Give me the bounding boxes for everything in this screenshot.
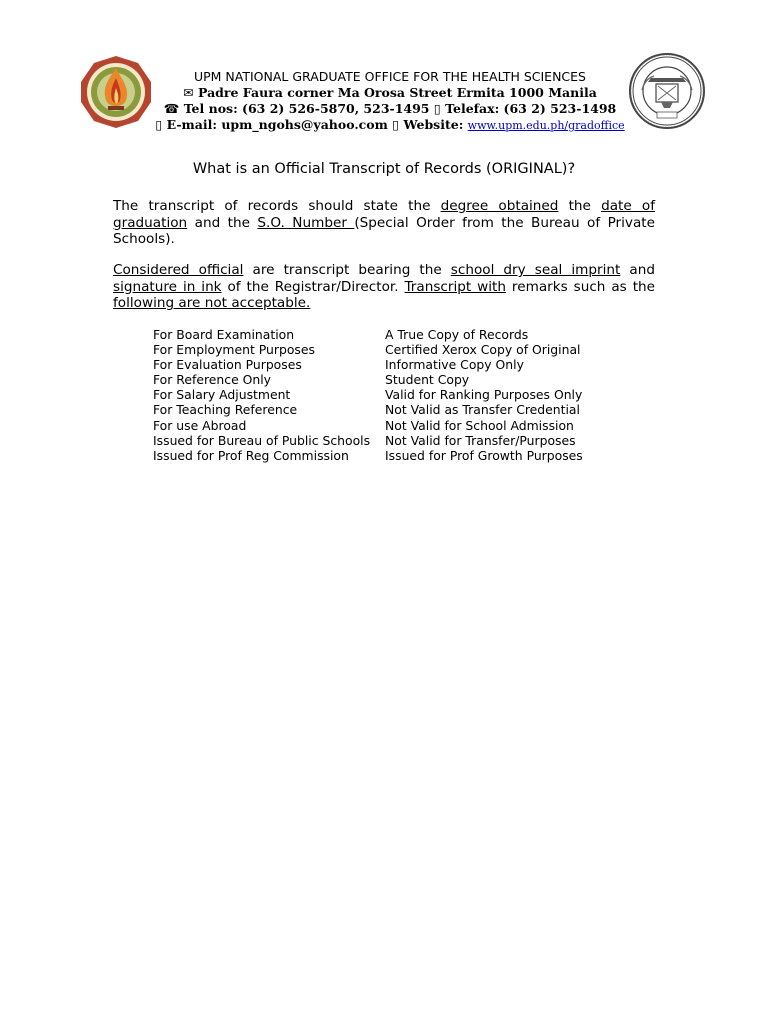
fax-icon: ▯	[433, 101, 441, 116]
telephone-icon: ☎	[163, 101, 180, 116]
website-link[interactable]: www.upm.edu.ph/gradoffice	[467, 119, 625, 132]
remark-right: Not Valid for Transfer/Purposes	[385, 432, 576, 448]
dry-seal-term: school dry seal imprint	[450, 262, 621, 278]
list-item	[153, 387, 625, 402]
letterhead	[150, 69, 630, 134]
p1-text-2: the	[558, 198, 602, 214]
remark-left: For Employment Purposes	[153, 342, 315, 358]
p1-text-4: (Special Order from the Bureau of Private Schools).	[113, 214, 655, 247]
remark-left: For Board Examination	[153, 327, 295, 342]
list-item	[153, 448, 625, 463]
list-item	[153, 433, 625, 448]
remark-left: For Reference Only	[153, 372, 272, 388]
p1-text-3: and the	[187, 214, 258, 231]
list-item	[153, 327, 625, 342]
p1-text-1: The transcript of records should state the	[113, 198, 441, 214]
transcript-with-term: Transcript with	[404, 278, 506, 295]
p2-text-1: are transcript bearing the	[243, 262, 451, 278]
list-item	[153, 372, 625, 387]
remark-left: For Teaching Reference	[153, 402, 298, 418]
remark-right: Issued for Prof Growth Purposes	[385, 447, 583, 463]
page-title: What is an Official Transcript of Records (ORIGINAL)?	[192, 161, 576, 177]
signature-in-ink-term: signature in ink	[113, 278, 222, 295]
website-icon: ▯	[392, 117, 400, 132]
remark-left: For use Abroad	[153, 417, 247, 433]
list-item	[153, 418, 625, 433]
remark-left: Issued for Bureau of Public Schools	[153, 432, 371, 448]
list-item	[153, 342, 625, 357]
remark-right: Not Valid as Transfer Credential	[385, 402, 580, 418]
list-item	[153, 402, 625, 417]
phone-line	[150, 101, 630, 117]
p2-text-3: of the Registrar/Director.	[221, 278, 405, 295]
email-icon: ▯	[155, 117, 163, 132]
contact-line	[150, 117, 630, 134]
degree-requirement-paragraph	[113, 198, 655, 248]
official-transcript-paragraph	[113, 262, 655, 312]
phone-text: Tel nos: (63 2) 526-5870, 523-1495	[183, 101, 430, 116]
not-acceptable-term: following are not acceptable.	[113, 295, 311, 311]
office-name: UPM NATIONAL GRADUATE OFFICE FOR THE HEALTH SCIENCES	[193, 69, 586, 84]
list-item	[153, 357, 625, 372]
considered-official-term: Considered official	[113, 262, 244, 278]
so-number-term: S.O. Number	[257, 214, 355, 231]
remark-right: Student Copy	[385, 372, 470, 388]
ngohs-logo	[78, 54, 154, 130]
degree-obtained-term: degree obtained	[440, 198, 559, 214]
remark-right: Valid for Ranking Purposes Only	[385, 387, 583, 403]
website-label: Website:	[403, 117, 464, 132]
unacceptable-remarks-list	[153, 327, 625, 463]
p2-text-2: and	[620, 262, 656, 278]
fax-text: Telefax: (63 2) 523-1498	[445, 101, 617, 116]
address-text: Padre Faura corner Ma Orosa Street Ermita 1000 Manila	[198, 85, 597, 100]
remark-right: Certified Xerox Copy of Original	[385, 342, 581, 358]
envelope-icon: ✉	[183, 85, 194, 100]
remark-left: For Salary Adjustment	[153, 387, 291, 403]
remark-left: Issued for Prof Reg Commission	[153, 447, 349, 463]
remark-right: A True Copy of Records	[385, 327, 529, 342]
address-line	[150, 85, 630, 101]
remark-left: For Evaluation Purposes	[153, 357, 302, 373]
university-seal	[628, 52, 706, 130]
p2-text-4: remarks such as the	[506, 278, 656, 295]
remark-right: Informative Copy Only	[385, 357, 524, 373]
remark-right: Not Valid for School Admission	[385, 417, 574, 433]
date-of-graduation-term: date of graduation	[113, 198, 656, 231]
email-text: E-mail: upm_ngohs@yahoo.com	[166, 117, 388, 132]
